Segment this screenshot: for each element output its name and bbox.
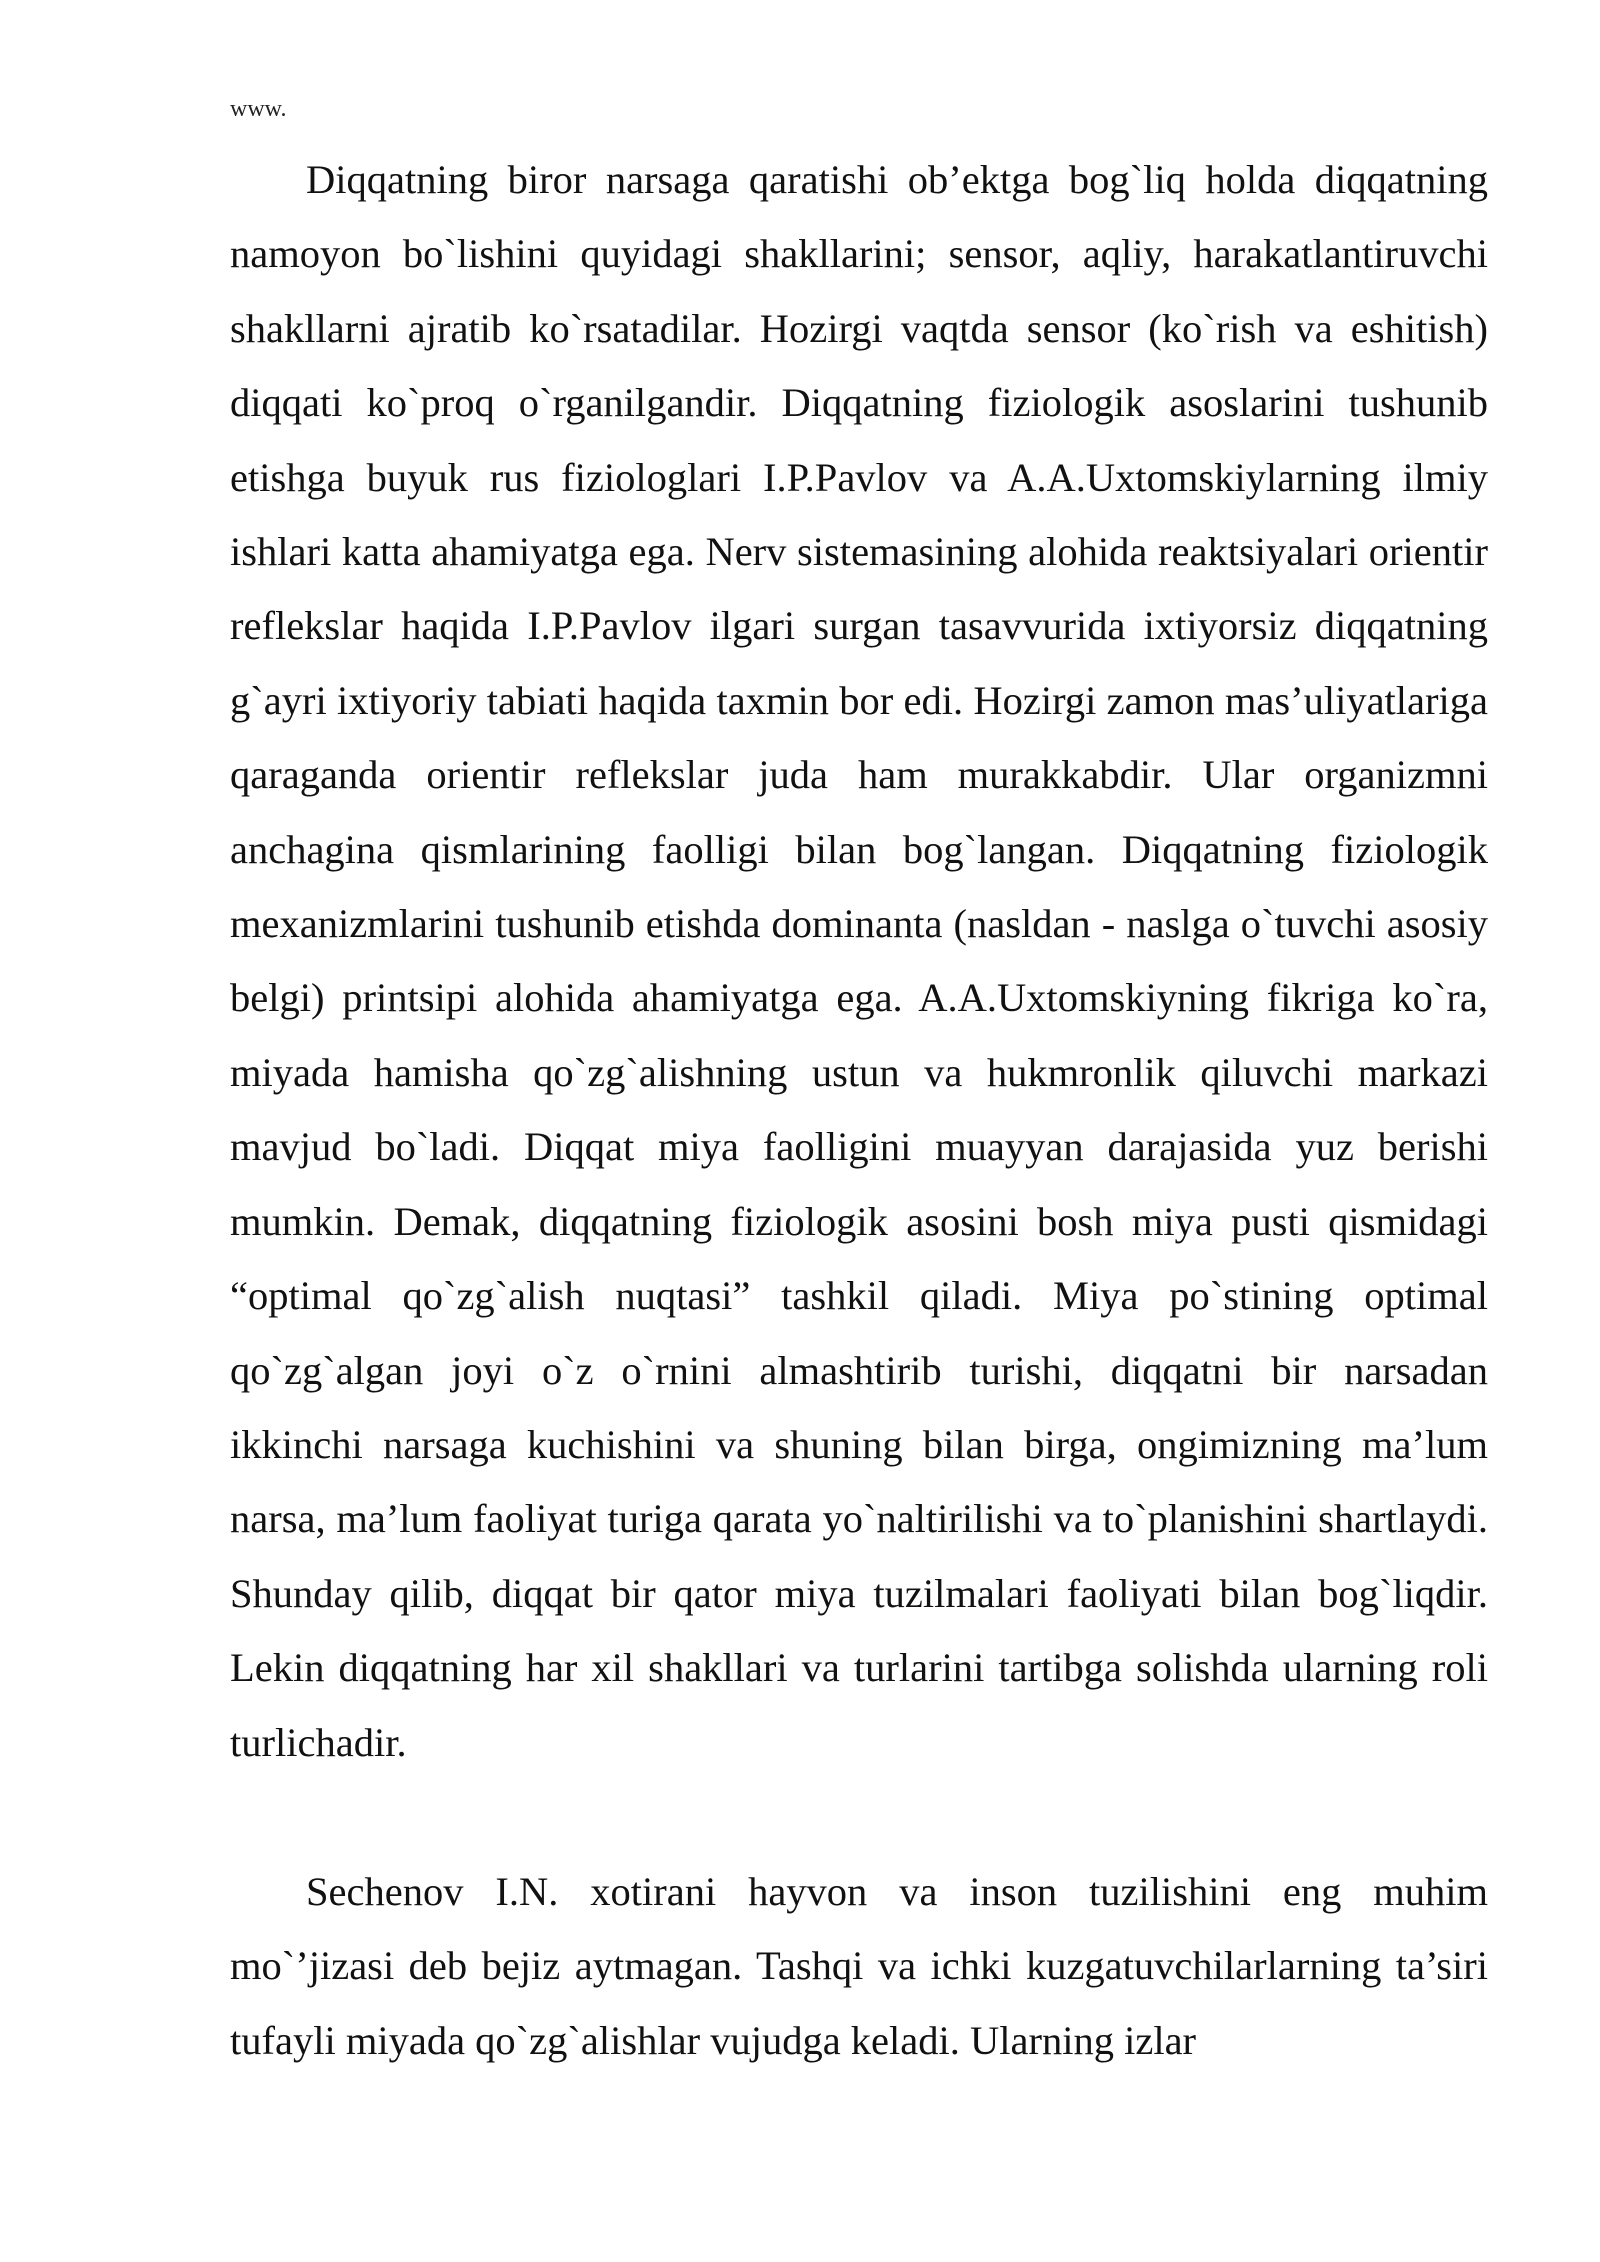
page-header-url: www. <box>230 96 287 122</box>
paragraph-attention-physiology: Diqqatning biror narsaga qaratishi ob’ektga bog`liq holda diqqatning namoyon bo`lishini quyidagi shakllarini; sensor, aqliy, harakatlantiruvchi shakllarni ajratib ko`rsatadilar. Hozirgi vaqtda sensor (ko`rish va eshitish) diqqati ko`proq o`rganilgandir. Diqqatning fiziologik asoslarini tushunib etishga buyuk rus fiziologlari I.P.Pavlov va A.A.Uxtomskiylarning ilmiy ishlari katta ahamiyatga ega. Nerv sistemasining alohida reaktsiyalari orientir reflekslar haqida I.P.Pavlov ilgari surgan tasavvurida ixtiyorsiz diqqatning g`ayri ixtiyoriy tabiati haqida taxmin bor edi. Hozirgi zamon mas’uliyatlariga qaraganda orientir reflekslar juda ham murakkabdir. Ular organizmni anchagina qismlarining faolligi bilan bog`langan. Diqqatning fiziologik mexanizmlarini tushunib etishda dominanta (nasldan - naslga o`tuvchi asosiy belgi) printsipi alohida ahamiyatga ega. A.A.Uxtomskiyning fikriga ko`ra, miyada hamisha qo`zg`alishning ustun va hukmronlik qiluvchi markazi mavjud bo`ladi. Diqqat miya faolligini muayyan darajasida yuz berishi mumkin. Demak, diqqatning fiziologik asosini bosh miya pusti qismidagi “optimal qo`zg`alish nuqtasi” tashkil qiladi. Miya po`stining optimal qo`zg`algan joyi o`z o`rnini almashtirib turishi, diqqatni bir narsadan ikkinchi narsaga kuchishini va shuning bilan birga, ongimizning ma’lum narsa, ma’lum faoliyat turiga qarata yo`naltirilishi va to`planishini shartlaydi. Shunday qilib, diqqat bir qator miya tuzilmalari faoliyati bilan bog`liqdir. Lekin diqqatning har xil shakllari va turlarini tartibga solishda ularning roli turlichadir. <box>230 157 1488 1765</box>
paragraph-memory-sechenov: Sechenov I.N. xotirani hayvon va inson tuzilishini eng muhim mo`’jizasi deb bejiz aytmagan. Tashqi va ichki kuzgatuvchilarlarning ta’siri tufayli miyada qo`zg`alishlar vujudga keladi. Ularning izlar <box>230 1869 1488 2063</box>
